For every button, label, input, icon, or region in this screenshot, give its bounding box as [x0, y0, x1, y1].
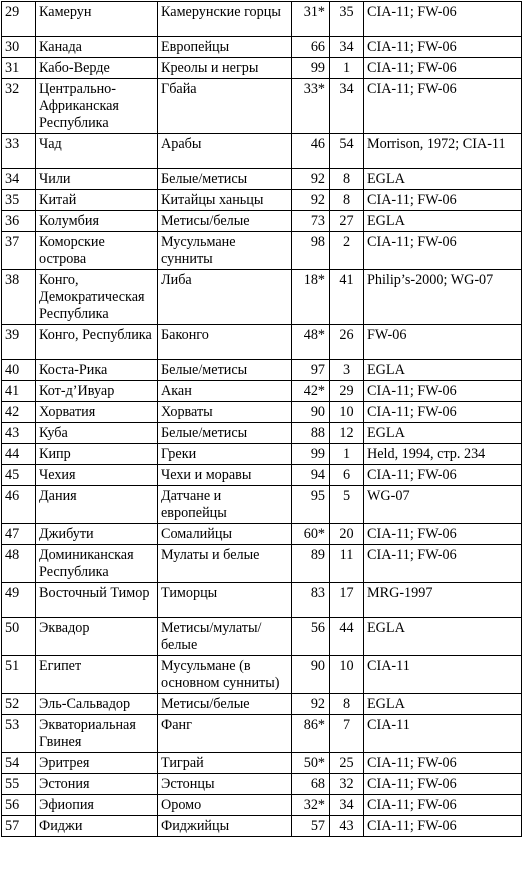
- table-row: [2, 465, 522, 486]
- majority-percent: 86*: [292, 715, 330, 753]
- table-row: [2, 402, 522, 423]
- fractionalization-value: 41: [330, 270, 364, 325]
- table-row: [2, 618, 522, 656]
- majority-percent: 99: [292, 58, 330, 79]
- row-number: 31: [2, 58, 36, 79]
- ethnic-group: Тиморцы: [158, 583, 292, 618]
- fractionalization-value: 2: [330, 232, 364, 270]
- country-name: Колумбия: [36, 211, 158, 232]
- majority-percent: 68: [292, 774, 330, 795]
- country-name: Чехия: [36, 465, 158, 486]
- fractionalization-value: 7: [330, 715, 364, 753]
- ethnic-group: Мусульмане (в основном сунниты): [158, 656, 292, 694]
- majority-percent: 94: [292, 465, 330, 486]
- row-number: 35: [2, 190, 36, 211]
- country-name: Фиджи: [36, 816, 158, 837]
- row-number: 45: [2, 465, 36, 486]
- country-name: Чад: [36, 134, 158, 169]
- row-number: 56: [2, 795, 36, 816]
- row-number: 42: [2, 402, 36, 423]
- source-reference: CIA-11: [364, 656, 522, 694]
- table-row: [2, 583, 522, 618]
- country-name: Канада: [36, 37, 158, 58]
- source-reference: CIA-11; FW-06: [364, 402, 522, 423]
- source-reference: EGLA: [364, 211, 522, 232]
- country-name: Египет: [36, 656, 158, 694]
- ethnic-group: Белые/метисы: [158, 360, 292, 381]
- source-reference: CIA-11; FW-06: [364, 753, 522, 774]
- ethnic-group: Гбайа: [158, 79, 292, 134]
- table-row: [2, 58, 522, 79]
- majority-percent: 46: [292, 134, 330, 169]
- fractionalization-value: 44: [330, 618, 364, 656]
- majority-percent: 32*: [292, 795, 330, 816]
- row-number: 40: [2, 360, 36, 381]
- majority-percent: 92: [292, 169, 330, 190]
- majority-percent: 56: [292, 618, 330, 656]
- source-reference: CIA-11; FW-06: [364, 816, 522, 837]
- table-row: [2, 325, 522, 360]
- fractionalization-value: 8: [330, 190, 364, 211]
- ethnic-group: Фиджийцы: [158, 816, 292, 837]
- source-reference: MRG-1997: [364, 583, 522, 618]
- table-row: [2, 381, 522, 402]
- table-row: [2, 423, 522, 444]
- row-number: 37: [2, 232, 36, 270]
- country-name: Эфиопия: [36, 795, 158, 816]
- fractionalization-value: 43: [330, 816, 364, 837]
- fractionalization-value: 3: [330, 360, 364, 381]
- country-name: Хорватия: [36, 402, 158, 423]
- majority-percent: 33*: [292, 79, 330, 134]
- source-reference: CIA-11; FW-06: [364, 465, 522, 486]
- table-row: [2, 37, 522, 58]
- ethnic-group: Акан: [158, 381, 292, 402]
- row-number: 47: [2, 524, 36, 545]
- ethnic-groups-table: [1, 1, 522, 837]
- ethnic-group: Белые/метисы: [158, 169, 292, 190]
- table-row: [2, 715, 522, 753]
- source-reference: CIA-11; FW-06: [364, 79, 522, 134]
- table-row: [2, 270, 522, 325]
- majority-percent: 50*: [292, 753, 330, 774]
- source-reference: CIA-11; FW-06: [364, 58, 522, 79]
- row-number: 49: [2, 583, 36, 618]
- majority-percent: 90: [292, 656, 330, 694]
- country-name: Экваториальная Гвинея: [36, 715, 158, 753]
- source-reference: CIA-11; FW-06: [364, 2, 522, 37]
- majority-percent: 95: [292, 486, 330, 524]
- row-number: 52: [2, 694, 36, 715]
- country-name: Конго, Республика: [36, 325, 158, 360]
- row-number: 33: [2, 134, 36, 169]
- source-reference: CIA-11; FW-06: [364, 232, 522, 270]
- fractionalization-value: 6: [330, 465, 364, 486]
- ethnic-group: Камерунские горцы: [158, 2, 292, 37]
- country-name: Куба: [36, 423, 158, 444]
- majority-percent: 66: [292, 37, 330, 58]
- majority-percent: 60*: [292, 524, 330, 545]
- fractionalization-value: 26: [330, 325, 364, 360]
- table-row: [2, 524, 522, 545]
- row-number: 57: [2, 816, 36, 837]
- fractionalization-value: 8: [330, 694, 364, 715]
- row-number: 32: [2, 79, 36, 134]
- source-reference: FW-06: [364, 325, 522, 360]
- row-number: 38: [2, 270, 36, 325]
- table-row: [2, 816, 522, 837]
- fractionalization-value: 35: [330, 2, 364, 37]
- source-reference: Philip’s-2000; WG-07: [364, 270, 522, 325]
- ethnic-group: Эстонцы: [158, 774, 292, 795]
- ethnic-group: Оромо: [158, 795, 292, 816]
- country-name: Эритрея: [36, 753, 158, 774]
- majority-percent: 18*: [292, 270, 330, 325]
- table-row: [2, 444, 522, 465]
- country-name: Дания: [36, 486, 158, 524]
- fractionalization-value: 54: [330, 134, 364, 169]
- ethnic-group: Арабы: [158, 134, 292, 169]
- ethnic-group: Либа: [158, 270, 292, 325]
- majority-percent: 99: [292, 444, 330, 465]
- ethnic-group: Баконго: [158, 325, 292, 360]
- fractionalization-value: 10: [330, 656, 364, 694]
- row-number: 29: [2, 2, 36, 37]
- fractionalization-value: 32: [330, 774, 364, 795]
- source-reference: WG-07: [364, 486, 522, 524]
- table-row: [2, 134, 522, 169]
- table-row: [2, 79, 522, 134]
- fractionalization-value: 12: [330, 423, 364, 444]
- table-row: [2, 774, 522, 795]
- source-reference: EGLA: [364, 169, 522, 190]
- ethnic-group: Белые/метисы: [158, 423, 292, 444]
- fractionalization-value: 34: [330, 37, 364, 58]
- row-number: 55: [2, 774, 36, 795]
- source-reference: EGLA: [364, 694, 522, 715]
- fractionalization-value: 11: [330, 545, 364, 583]
- country-name: Камерун: [36, 2, 158, 37]
- source-reference: CIA-11; FW-06: [364, 381, 522, 402]
- fractionalization-value: 29: [330, 381, 364, 402]
- country-name: Коста-Рика: [36, 360, 158, 381]
- majority-percent: 88: [292, 423, 330, 444]
- country-name: Конго, Демократическая Республика: [36, 270, 158, 325]
- table-row: [2, 2, 522, 37]
- majority-percent: 73: [292, 211, 330, 232]
- row-number: 43: [2, 423, 36, 444]
- table-row: [2, 232, 522, 270]
- source-reference: EGLA: [364, 360, 522, 381]
- row-number: 51: [2, 656, 36, 694]
- ethnic-group: Фанг: [158, 715, 292, 753]
- row-number: 36: [2, 211, 36, 232]
- table-row: [2, 360, 522, 381]
- ethnic-group: Чехи и моравы: [158, 465, 292, 486]
- country-name: Кипр: [36, 444, 158, 465]
- row-number: 39: [2, 325, 36, 360]
- source-reference: EGLA: [364, 618, 522, 656]
- source-reference: Held, 1994, стр. 234: [364, 444, 522, 465]
- majority-percent: 98: [292, 232, 330, 270]
- majority-percent: 31*: [292, 2, 330, 37]
- ethnic-group: Метисы/белые: [158, 694, 292, 715]
- majority-percent: 92: [292, 190, 330, 211]
- ethnic-group: Европейцы: [158, 37, 292, 58]
- table-row: [2, 190, 522, 211]
- majority-percent: 92: [292, 694, 330, 715]
- ethnic-groups-table-container: [1, 1, 521, 837]
- source-reference: CIA-11; FW-06: [364, 190, 522, 211]
- ethnic-group: Тиграй: [158, 753, 292, 774]
- table-row: [2, 753, 522, 774]
- fractionalization-value: 25: [330, 753, 364, 774]
- source-reference: CIA-11; FW-06: [364, 545, 522, 583]
- ethnic-group: Метисы/белые: [158, 211, 292, 232]
- fractionalization-value: 5: [330, 486, 364, 524]
- fractionalization-value: 17: [330, 583, 364, 618]
- table-row: [2, 656, 522, 694]
- majority-percent: 83: [292, 583, 330, 618]
- row-number: 41: [2, 381, 36, 402]
- ethnic-group: Метисы/мулаты/белые: [158, 618, 292, 656]
- fractionalization-value: 1: [330, 58, 364, 79]
- row-number: 44: [2, 444, 36, 465]
- row-number: 48: [2, 545, 36, 583]
- ethnic-group: Мулаты и белые: [158, 545, 292, 583]
- fractionalization-value: 20: [330, 524, 364, 545]
- country-name: Кот-д’Ивуар: [36, 381, 158, 402]
- table-row: [2, 211, 522, 232]
- fractionalization-value: 10: [330, 402, 364, 423]
- country-name: Эстония: [36, 774, 158, 795]
- country-name: Кабо-Верде: [36, 58, 158, 79]
- country-name: Джибути: [36, 524, 158, 545]
- ethnic-group: Мусульмане сунниты: [158, 232, 292, 270]
- fractionalization-value: 34: [330, 795, 364, 816]
- table-row: [2, 694, 522, 715]
- ethnic-group: Сомалийцы: [158, 524, 292, 545]
- ethnic-group: Греки: [158, 444, 292, 465]
- majority-percent: 48*: [292, 325, 330, 360]
- ethnic-group: Китайцы ханьцы: [158, 190, 292, 211]
- country-name: Эквадор: [36, 618, 158, 656]
- source-reference: Morrison, 1972; CIA-11: [364, 134, 522, 169]
- table-row: [2, 795, 522, 816]
- ethnic-group: Датчане и европейцы: [158, 486, 292, 524]
- row-number: 30: [2, 37, 36, 58]
- country-name: Восточный Тимор: [36, 583, 158, 618]
- fractionalization-value: 34: [330, 79, 364, 134]
- fractionalization-value: 8: [330, 169, 364, 190]
- source-reference: EGLA: [364, 423, 522, 444]
- majority-percent: 57: [292, 816, 330, 837]
- country-name: Чили: [36, 169, 158, 190]
- row-number: 54: [2, 753, 36, 774]
- fractionalization-value: 27: [330, 211, 364, 232]
- country-name: Центрально-Африканская Республика: [36, 79, 158, 134]
- table-row: [2, 169, 522, 190]
- ethnic-group: Креолы и негры: [158, 58, 292, 79]
- source-reference: CIA-11; FW-06: [364, 795, 522, 816]
- row-number: 53: [2, 715, 36, 753]
- country-name: Китай: [36, 190, 158, 211]
- fractionalization-value: 1: [330, 444, 364, 465]
- majority-percent: 97: [292, 360, 330, 381]
- source-reference: CIA-11; FW-06: [364, 524, 522, 545]
- row-number: 46: [2, 486, 36, 524]
- majority-percent: 89: [292, 545, 330, 583]
- majority-percent: 42*: [292, 381, 330, 402]
- country-name: Доминиканская Республика: [36, 545, 158, 583]
- source-reference: CIA-11; FW-06: [364, 37, 522, 58]
- majority-percent: 90: [292, 402, 330, 423]
- row-number: 50: [2, 618, 36, 656]
- country-name: Коморские острова: [36, 232, 158, 270]
- table-row: [2, 545, 522, 583]
- ethnic-group: Хорваты: [158, 402, 292, 423]
- country-name: Эль-Сальвадор: [36, 694, 158, 715]
- table-row: [2, 486, 522, 524]
- source-reference: CIA-11: [364, 715, 522, 753]
- source-reference: CIA-11; FW-06: [364, 774, 522, 795]
- table-body: [2, 2, 522, 837]
- row-number: 34: [2, 169, 36, 190]
